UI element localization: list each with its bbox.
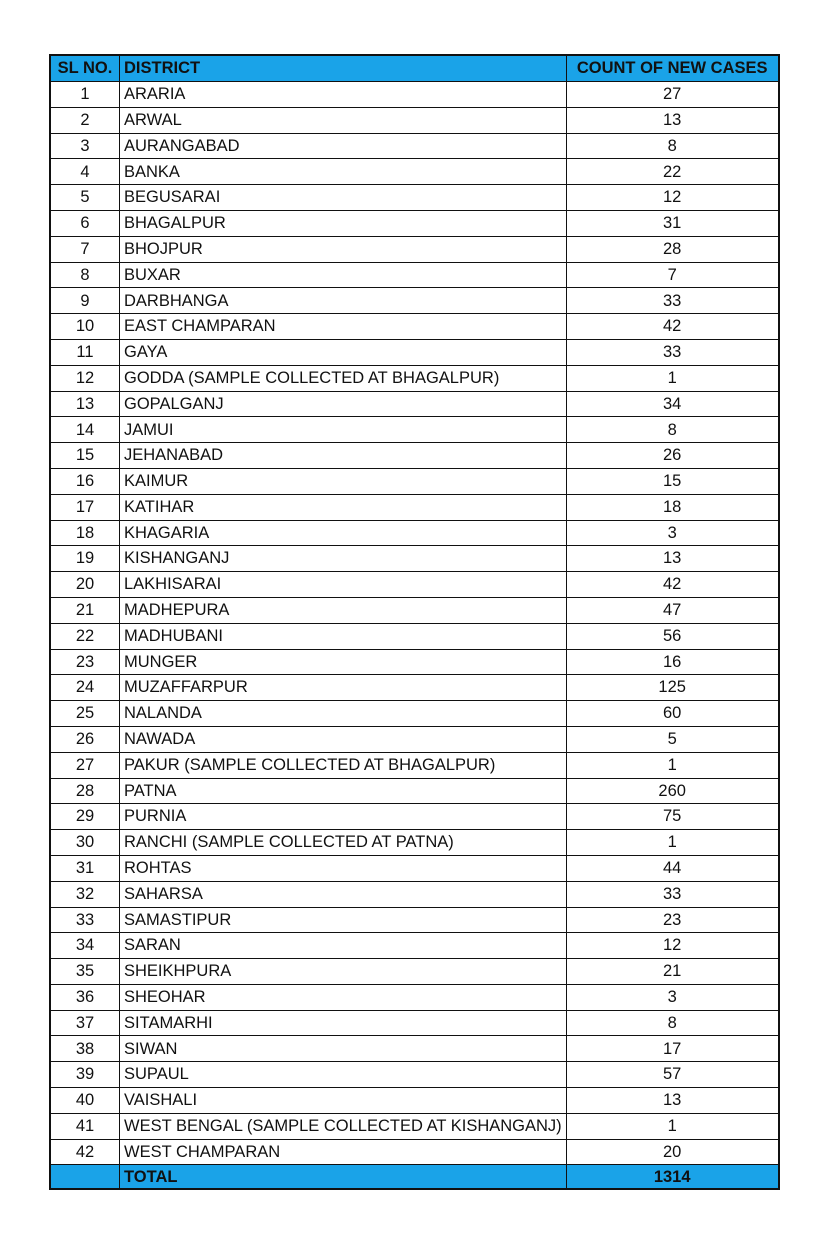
row-sl-no: 10 — [50, 314, 120, 340]
table-row — [50, 468, 779, 494]
table-row — [50, 82, 779, 108]
table-row — [50, 804, 779, 830]
row-district: GAYA — [120, 339, 567, 365]
row-sl-no: 28 — [50, 778, 120, 804]
row-district: BANKA — [120, 159, 567, 185]
row-district: ROHTAS — [120, 855, 567, 881]
row-district: WEST BENGAL (SAMPLE COLLECTED AT KISHANGANJ) — [120, 1113, 567, 1139]
row-sl-no: 35 — [50, 959, 120, 985]
row-district: SAMASTIPUR — [120, 907, 567, 933]
row-sl-no: 32 — [50, 881, 120, 907]
row-sl-no: 36 — [50, 984, 120, 1010]
table-row — [50, 314, 779, 340]
row-count: 8 — [566, 133, 779, 159]
row-sl-no: 30 — [50, 830, 120, 856]
row-sl-no: 19 — [50, 546, 120, 572]
row-count: 33 — [566, 881, 779, 907]
row-count: 17 — [566, 1036, 779, 1062]
row-count: 42 — [566, 572, 779, 598]
row-count: 33 — [566, 288, 779, 314]
row-district: BUXAR — [120, 262, 567, 288]
row-sl-no: 42 — [50, 1139, 120, 1165]
row-count: 47 — [566, 597, 779, 623]
row-sl-no: 21 — [50, 597, 120, 623]
table-row — [50, 675, 779, 701]
table-row — [50, 933, 779, 959]
row-district: AURANGABAD — [120, 133, 567, 159]
table-row — [50, 546, 779, 572]
table-row — [50, 210, 779, 236]
row-count: 5 — [566, 726, 779, 752]
row-sl-no: 17 — [50, 494, 120, 520]
row-sl-no: 22 — [50, 623, 120, 649]
table-row — [50, 365, 779, 391]
row-count: 56 — [566, 623, 779, 649]
table-row — [50, 959, 779, 985]
total-row — [50, 1165, 779, 1190]
table-row — [50, 1139, 779, 1165]
row-district: DARBHANGA — [120, 288, 567, 314]
row-count: 3 — [566, 984, 779, 1010]
row-count: 34 — [566, 391, 779, 417]
row-sl-no: 24 — [50, 675, 120, 701]
row-district: GOPALGANJ — [120, 391, 567, 417]
total-count: 1314 — [566, 1165, 779, 1190]
row-sl-no: 5 — [50, 185, 120, 211]
row-sl-no: 13 — [50, 391, 120, 417]
row-sl-no: 12 — [50, 365, 120, 391]
row-sl-no: 25 — [50, 701, 120, 727]
row-district: ARWAL — [120, 107, 567, 133]
row-district: MUNGER — [120, 649, 567, 675]
header-sl-no: SL NO. — [50, 55, 120, 82]
table-body — [50, 82, 779, 1165]
table-row — [50, 159, 779, 185]
row-sl-no: 38 — [50, 1036, 120, 1062]
table-row — [50, 907, 779, 933]
row-district: KAIMUR — [120, 468, 567, 494]
table-row — [50, 572, 779, 598]
row-count: 8 — [566, 1010, 779, 1036]
row-count: 60 — [566, 701, 779, 727]
table-row — [50, 339, 779, 365]
row-sl-no: 27 — [50, 752, 120, 778]
row-count: 260 — [566, 778, 779, 804]
table-row — [50, 881, 779, 907]
table-row — [50, 443, 779, 469]
row-sl-no: 2 — [50, 107, 120, 133]
table-row — [50, 649, 779, 675]
row-district: KISHANGANJ — [120, 546, 567, 572]
row-district: SUPAUL — [120, 1062, 567, 1088]
table-row — [50, 1036, 779, 1062]
row-district: JEHANABAD — [120, 443, 567, 469]
row-count: 13 — [566, 1088, 779, 1114]
row-count: 13 — [566, 546, 779, 572]
row-district: BHOJPUR — [120, 236, 567, 262]
row-district: EAST CHAMPARAN — [120, 314, 567, 340]
table-row — [50, 597, 779, 623]
row-sl-no: 20 — [50, 572, 120, 598]
row-sl-no: 39 — [50, 1062, 120, 1088]
header-count: COUNT OF NEW CASES — [566, 55, 779, 82]
table-row — [50, 1062, 779, 1088]
row-district: KATIHAR — [120, 494, 567, 520]
table-row — [50, 984, 779, 1010]
row-sl-no: 41 — [50, 1113, 120, 1139]
row-count: 42 — [566, 314, 779, 340]
row-sl-no: 6 — [50, 210, 120, 236]
table-row — [50, 417, 779, 443]
table-row — [50, 107, 779, 133]
table-row — [50, 1088, 779, 1114]
row-district: GODDA (SAMPLE COLLECTED AT BHAGALPUR) — [120, 365, 567, 391]
row-sl-no: 16 — [50, 468, 120, 494]
table-row — [50, 855, 779, 881]
row-sl-no: 34 — [50, 933, 120, 959]
row-district: MUZAFFARPUR — [120, 675, 567, 701]
row-sl-no: 3 — [50, 133, 120, 159]
table-row — [50, 133, 779, 159]
row-count: 8 — [566, 417, 779, 443]
row-sl-no: 37 — [50, 1010, 120, 1036]
table-row — [50, 391, 779, 417]
total-sl-cell — [50, 1165, 120, 1190]
table-row — [50, 1113, 779, 1139]
row-district: RANCHI (SAMPLE COLLECTED AT PATNA) — [120, 830, 567, 856]
table-row — [50, 185, 779, 211]
row-count: 57 — [566, 1062, 779, 1088]
row-district: SARAN — [120, 933, 567, 959]
row-sl-no: 23 — [50, 649, 120, 675]
row-count: 16 — [566, 649, 779, 675]
row-count: 15 — [566, 468, 779, 494]
row-district: VAISHALI — [120, 1088, 567, 1114]
table-row — [50, 236, 779, 262]
row-district: NAWADA — [120, 726, 567, 752]
row-count: 1 — [566, 1113, 779, 1139]
row-count: 22 — [566, 159, 779, 185]
row-sl-no: 15 — [50, 443, 120, 469]
row-sl-no: 31 — [50, 855, 120, 881]
row-sl-no: 18 — [50, 520, 120, 546]
row-count: 12 — [566, 933, 779, 959]
table-row — [50, 623, 779, 649]
row-district: NALANDA — [120, 701, 567, 727]
row-count: 75 — [566, 804, 779, 830]
row-count: 20 — [566, 1139, 779, 1165]
row-count: 125 — [566, 675, 779, 701]
table-row — [50, 778, 779, 804]
row-count: 18 — [566, 494, 779, 520]
row-district: SHEOHAR — [120, 984, 567, 1010]
table-row — [50, 288, 779, 314]
table-row — [50, 494, 779, 520]
row-sl-no: 9 — [50, 288, 120, 314]
row-district: ARARIA — [120, 82, 567, 108]
row-district: SAHARSA — [120, 881, 567, 907]
row-district: WEST CHAMPARAN — [120, 1139, 567, 1165]
row-district: SIWAN — [120, 1036, 567, 1062]
row-count: 7 — [566, 262, 779, 288]
header-district: DISTRICT — [120, 55, 567, 82]
table-row — [50, 520, 779, 546]
row-sl-no: 1 — [50, 82, 120, 108]
row-count: 31 — [566, 210, 779, 236]
row-sl-no: 29 — [50, 804, 120, 830]
row-count: 26 — [566, 443, 779, 469]
row-district: JAMUI — [120, 417, 567, 443]
row-district: MADHUBANI — [120, 623, 567, 649]
row-district: SHEIKHPURA — [120, 959, 567, 985]
row-district: LAKHISARAI — [120, 572, 567, 598]
table-row — [50, 701, 779, 727]
row-count: 27 — [566, 82, 779, 108]
row-count: 44 — [566, 855, 779, 881]
header-row — [50, 55, 779, 82]
row-sl-no: 8 — [50, 262, 120, 288]
row-count: 12 — [566, 185, 779, 211]
row-count: 33 — [566, 339, 779, 365]
row-sl-no: 26 — [50, 726, 120, 752]
row-count: 3 — [566, 520, 779, 546]
row-district: SITAMARHI — [120, 1010, 567, 1036]
row-count: 1 — [566, 752, 779, 778]
table-row — [50, 726, 779, 752]
row-sl-no: 33 — [50, 907, 120, 933]
table-row — [50, 752, 779, 778]
row-sl-no: 11 — [50, 339, 120, 365]
row-count: 23 — [566, 907, 779, 933]
row-district: BHAGALPUR — [120, 210, 567, 236]
row-district: BEGUSARAI — [120, 185, 567, 211]
row-count: 21 — [566, 959, 779, 985]
row-count: 1 — [566, 830, 779, 856]
row-district: KHAGARIA — [120, 520, 567, 546]
row-sl-no: 7 — [50, 236, 120, 262]
row-sl-no: 14 — [50, 417, 120, 443]
row-count: 1 — [566, 365, 779, 391]
total-label: TOTAL — [120, 1165, 567, 1190]
row-count: 13 — [566, 107, 779, 133]
table-row — [50, 1010, 779, 1036]
table-row — [50, 830, 779, 856]
row-sl-no: 4 — [50, 159, 120, 185]
row-district: PATNA — [120, 778, 567, 804]
row-district: PAKUR (SAMPLE COLLECTED AT BHAGALPUR) — [120, 752, 567, 778]
row-district: MADHEPURA — [120, 597, 567, 623]
new-cases-table — [49, 54, 780, 1190]
row-count: 28 — [566, 236, 779, 262]
row-district: PURNIA — [120, 804, 567, 830]
row-sl-no: 40 — [50, 1088, 120, 1114]
table-row — [50, 262, 779, 288]
